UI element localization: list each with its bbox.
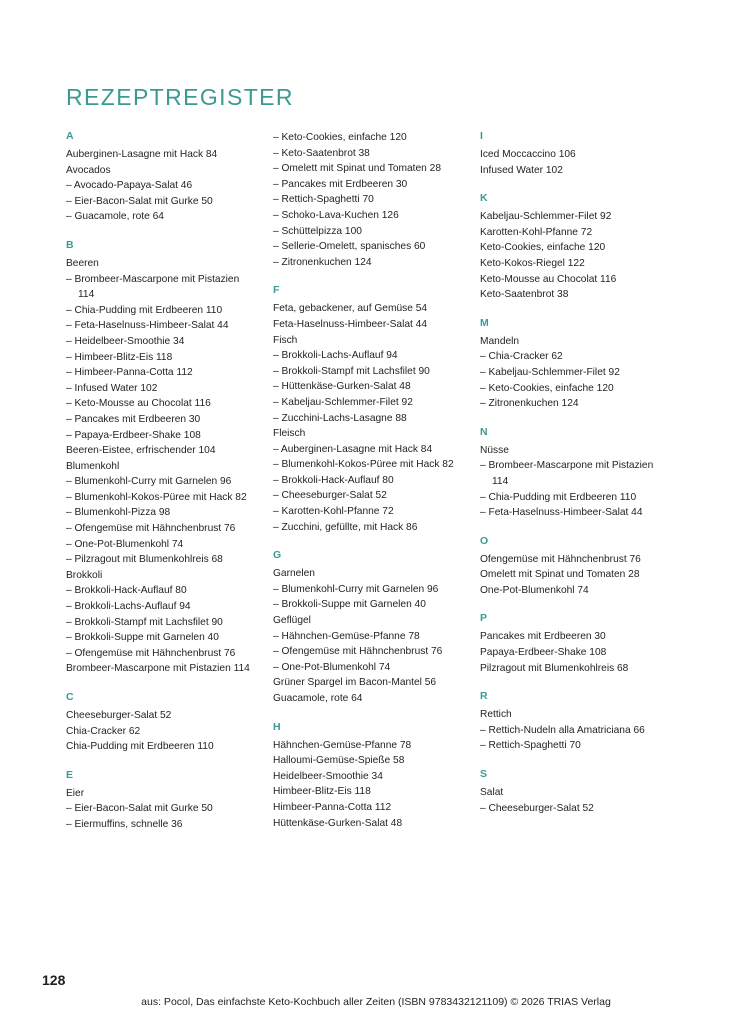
index-entry[interactable]: – Blumenkohl-Pizza 98 — [66, 507, 171, 519]
index-entry[interactable]: – Avocado-Papaya-Salat 46 — [66, 180, 193, 192]
index-entry[interactable]: Brombeer-Mascarpone mit Pistazien 114 — [66, 663, 250, 675]
index-entry[interactable]: – Heidelbeer-Smoothie 34 — [66, 335, 185, 347]
index-entry[interactable]: 114 — [492, 475, 509, 487]
index-entry[interactable]: – Keto-Saatenbrot 38 — [273, 147, 370, 159]
index-entry[interactable]: Himbeer-Blitz-Eis 118 — [273, 786, 371, 798]
index-entry[interactable]: – Cheeseburger-Salat 52 — [480, 802, 594, 814]
index-entry[interactable]: Infused Water 102 — [480, 164, 563, 176]
index-entry[interactable]: Mandeln — [480, 335, 520, 347]
index-entry[interactable]: One-Pot-Blumenkohl 74 — [480, 584, 589, 596]
index-entry[interactable]: – Schoko-Lava-Kuchen 126 — [273, 209, 399, 221]
index-entry[interactable]: Keto-Saatenbrot 38 — [480, 289, 569, 301]
page-title: REZEPTREGISTER — [66, 84, 294, 110]
index-letter-heading: M — [480, 316, 490, 329]
index-entry[interactable]: – Feta-Haselnuss-Himbeer-Salat 44 — [480, 507, 643, 519]
index-entry[interactable]: – Guacamole, rote 64 — [66, 211, 164, 223]
index-letter-heading: F — [273, 284, 280, 297]
index-entry[interactable]: Beeren — [66, 257, 99, 269]
index-entry[interactable]: – Eier-Bacon-Salat mit Gurke 50 — [66, 803, 213, 815]
index-entry[interactable]: – Infused Water 102 — [66, 382, 158, 394]
index-entry[interactable]: – Brokkoli-Suppe mit Garnelen 40 — [66, 632, 219, 644]
index-entry[interactable]: – Hüttenkäse-Gurken-Salat 48 — [273, 381, 411, 393]
index-entry[interactable]: Guacamole, rote 64 — [273, 693, 363, 704]
index-entry[interactable]: Kabeljau-Schlemmer-Filet 92 — [480, 211, 612, 223]
index-entry[interactable]: Feta-Haselnuss-Himbeer-Salat 44 — [273, 318, 428, 330]
index-entry[interactable]: – Sellerie-Omelett, spanisches 60 — [273, 241, 426, 253]
index-entry[interactable]: – Blumenkohl-Curry mit Garnelen 96 — [273, 583, 439, 595]
index-entry[interactable]: Ofengemüse mit Hähnchenbrust 76 — [480, 553, 641, 565]
index-entry[interactable]: Omelett mit Spinat und Tomaten 28 — [480, 569, 640, 581]
index-letter-heading: A — [66, 130, 74, 142]
index-entry[interactable]: Nüsse — [480, 444, 509, 456]
index-letter-heading: E — [66, 768, 74, 781]
index-entry[interactable]: – Omelett mit Spinat und Tomaten 28 — [273, 163, 441, 175]
index-column-3 — [480, 130, 686, 833]
index-entry[interactable]: Fleisch — [273, 428, 306, 440]
index-letter-heading: P — [480, 612, 488, 625]
index-entry[interactable]: – Blumenkohl-Curry mit Garnelen 96 — [66, 476, 232, 488]
index-entry[interactable]: Beeren-Eistee, erfrischender 104 — [66, 445, 216, 457]
index-entry[interactable]: – Pilzragout mit Blumenkohlreis 68 — [66, 554, 223, 566]
page-number: 128 — [42, 972, 66, 988]
index-letter-heading: G — [273, 549, 282, 562]
index-entry[interactable]: Halloumi-Gemüse-Spieße 58 — [273, 755, 405, 767]
index-column-1 — [66, 130, 273, 833]
index-entry[interactable]: Chia-Pudding mit Erdbeeren 110 — [66, 741, 214, 753]
index-entry[interactable]: – Blumenkohl-Kokos-Püree mit Hack 82 — [273, 459, 454, 471]
index-entry[interactable]: – One-Pot-Blumenkohl 74 — [273, 661, 391, 673]
index-entry[interactable]: – Brombeer-Mascarpone mit Pistazien — [66, 273, 240, 285]
index-entry[interactable]: – Rettich-Nudeln alla Amatriciana 66 — [480, 724, 645, 736]
index-entry[interactable]: – Auberginen-Lasagne mit Hack 84 — [273, 443, 433, 455]
index-entry[interactable]: – Eier-Bacon-Salat mit Gurke 50 — [66, 195, 213, 207]
index-entry[interactable]: Iced Moccaccino 106 — [480, 149, 576, 160]
index-entry[interactable]: – Cheeseburger-Salat 52 — [273, 490, 387, 502]
index-entry[interactable]: – Brokkoli-Suppe mit Garnelen 40 — [273, 599, 426, 611]
index-entry[interactable]: – Brokkoli-Lachs-Auflauf 94 — [273, 350, 398, 362]
index-entry[interactable]: – Keto-Cookies, einfache 120 — [273, 132, 407, 143]
index-letter-heading: N — [480, 425, 488, 438]
index-entry[interactable]: Hähnchen-Gemüse-Pfanne 78 — [273, 739, 412, 751]
index-entry[interactable]: – Hähnchen-Gemüse-Pfanne 78 — [273, 630, 420, 642]
index-letter-heading: I — [480, 130, 484, 142]
index-entry[interactable]: Rettich — [480, 709, 512, 721]
index-entry[interactable]: Pilzragout mit Blumenkohlreis 68 — [480, 662, 629, 674]
index-columns — [66, 130, 686, 833]
index-entry[interactable]: Pancakes mit Erdbeeren 30 — [480, 631, 606, 643]
index-entry[interactable]: Feta, gebackener, auf Gemüse 54 — [273, 303, 428, 315]
index-entry[interactable]: – Brombeer-Mascarpone mit Pistazien — [480, 460, 654, 472]
index-entry[interactable]: – Zitronenkuchen 124 — [273, 256, 372, 268]
index-letter-heading: B — [66, 238, 74, 251]
index-entry[interactable]: – Brokkoli-Stampf mit Lachsfilet 90 — [66, 616, 223, 628]
index-entry[interactable]: Hüttenkäse-Gurken-Salat 48 — [273, 817, 403, 829]
index-entry[interactable]: Fisch — [273, 334, 298, 346]
index-entry[interactable]: Keto-Mousse au Chocolat 116 — [480, 273, 617, 285]
index-entry[interactable]: Avocados — [66, 164, 111, 176]
index-entry[interactable]: Keto-Cookies, einfache 120 — [480, 242, 606, 254]
index-entry[interactable]: – Zucchini, gefüllte, mit Hack 86 — [273, 521, 418, 533]
index-entry[interactable]: – Brokkoli-Lachs-Auflauf 94 — [66, 601, 191, 613]
index-entry[interactable]: – Keto-Mousse au Chocolat 116 — [66, 398, 211, 410]
index-entry[interactable]: – Keto-Cookies, einfache 120 — [480, 382, 614, 394]
index-entry[interactable]: – Brokkoli-Hack-Auflauf 80 — [66, 585, 187, 597]
index-entry[interactable]: – Blumenkohl-Kokos-Püree mit Hack 82 — [66, 491, 247, 503]
index-column-2 — [273, 130, 480, 833]
index-entry[interactable]: Chia-Cracker 62 — [66, 725, 141, 737]
index-entry[interactable]: – Himbeer-Panna-Cotta 112 — [66, 367, 193, 379]
index-entry[interactable]: Auberginen-Lasagne mit Hack 84 — [66, 149, 218, 160]
index-entry[interactable]: – Ofengemüse mit Hähnchenbrust 76 — [273, 646, 443, 658]
index-entry[interactable]: Keto-Kokos-Riegel 122 — [480, 257, 585, 269]
index-letter-heading: S — [480, 768, 488, 781]
index-entry[interactable]: Himbeer-Panna-Cotta 112 — [273, 801, 392, 813]
index-entry[interactable]: – Eiermuffins, schnelle 36 — [66, 818, 183, 830]
index-entry[interactable]: – Pancakes mit Erdbeeren 30 — [273, 178, 408, 190]
index-entry[interactable]: – Himbeer-Blitz-Eis 118 — [66, 351, 173, 363]
index-entry[interactable]: – Kabeljau-Schlemmer-Filet 92 — [480, 366, 620, 378]
index-entry[interactable]: Papaya-Erdbeer-Shake 108 — [480, 647, 607, 659]
index-entry[interactable]: – Feta-Haselnuss-Himbeer-Salat 44 — [66, 320, 229, 332]
index-entry[interactable]: – Chia-Cracker 62 — [480, 351, 563, 363]
index-entry[interactable]: Heidelbeer-Smoothie 34 — [273, 770, 383, 782]
index-entry[interactable]: Geflügel — [273, 615, 311, 627]
index-letter-heading: C — [66, 691, 74, 703]
index-entry[interactable]: – Brokkoli-Stampf mit Lachsfilet 90 — [273, 365, 430, 377]
index-entry[interactable]: Cheeseburger-Salat 52 — [66, 710, 172, 721]
index-entry[interactable]: 114 — [78, 289, 95, 301]
index-entry[interactable]: Brokkoli — [66, 569, 103, 581]
index-entry[interactable]: – Ofengemüse mit Hähnchenbrust 76 — [66, 523, 236, 535]
index-entry[interactable]: – Zitronenkuchen 124 — [480, 398, 579, 410]
index-entry[interactable]: – Rettich-Spaghetti 70 — [273, 194, 374, 206]
index-entry[interactable]: Eier — [66, 787, 85, 799]
index-entry[interactable]: – Rettich-Spaghetti 70 — [480, 740, 581, 752]
index-entry[interactable]: Salat — [480, 787, 504, 799]
index-entry[interactable]: – Papaya-Erdbeer-Shake 108 — [66, 429, 201, 441]
index-letter-heading: O — [480, 534, 489, 547]
index-letter-heading: R — [480, 690, 488, 703]
index-entry[interactable]: Garnelen — [273, 568, 315, 580]
footer-attribution: aus: Pocol, Das einfachste Keto-Kochbuch aller Zeiten (ISBN 9783432121109) © 2026 TRIAS Verlag — [141, 996, 611, 1008]
index-entry[interactable]: – Karotten-Kohl-Pfanne 72 — [273, 506, 394, 518]
index-entry[interactable]: Grüner Spargel im Bacon-Mantel 56 — [273, 677, 437, 689]
index-entry[interactable]: – Chia-Pudding mit Erdbeeren 110 — [66, 304, 223, 316]
index-entry[interactable]: – Pancakes mit Erdbeeren 30 — [66, 413, 201, 425]
index-entry[interactable]: – Ofengemüse mit Hähnchenbrust 76 — [66, 647, 236, 659]
index-entry[interactable]: – Chia-Pudding mit Erdbeeren 110 — [480, 491, 637, 503]
index-entry[interactable]: – One-Pot-Blumenkohl 74 — [66, 538, 184, 550]
index-entry[interactable]: Blumenkohl — [66, 460, 120, 472]
index-entry[interactable]: – Schüttelpizza 100 — [273, 225, 362, 237]
index-letter-heading: K — [480, 192, 488, 205]
index-entry[interactable]: – Brokkoli-Hack-Auflauf 80 — [273, 474, 394, 486]
index-entry[interactable]: Karotten-Kohl-Pfanne 72 — [480, 226, 593, 238]
index-letter-heading: H — [273, 720, 281, 733]
index-entry[interactable]: – Kabeljau-Schlemmer-Filet 92 — [273, 396, 413, 408]
index-entry[interactable]: – Zucchini-Lachs-Lasagne 88 — [273, 412, 407, 424]
